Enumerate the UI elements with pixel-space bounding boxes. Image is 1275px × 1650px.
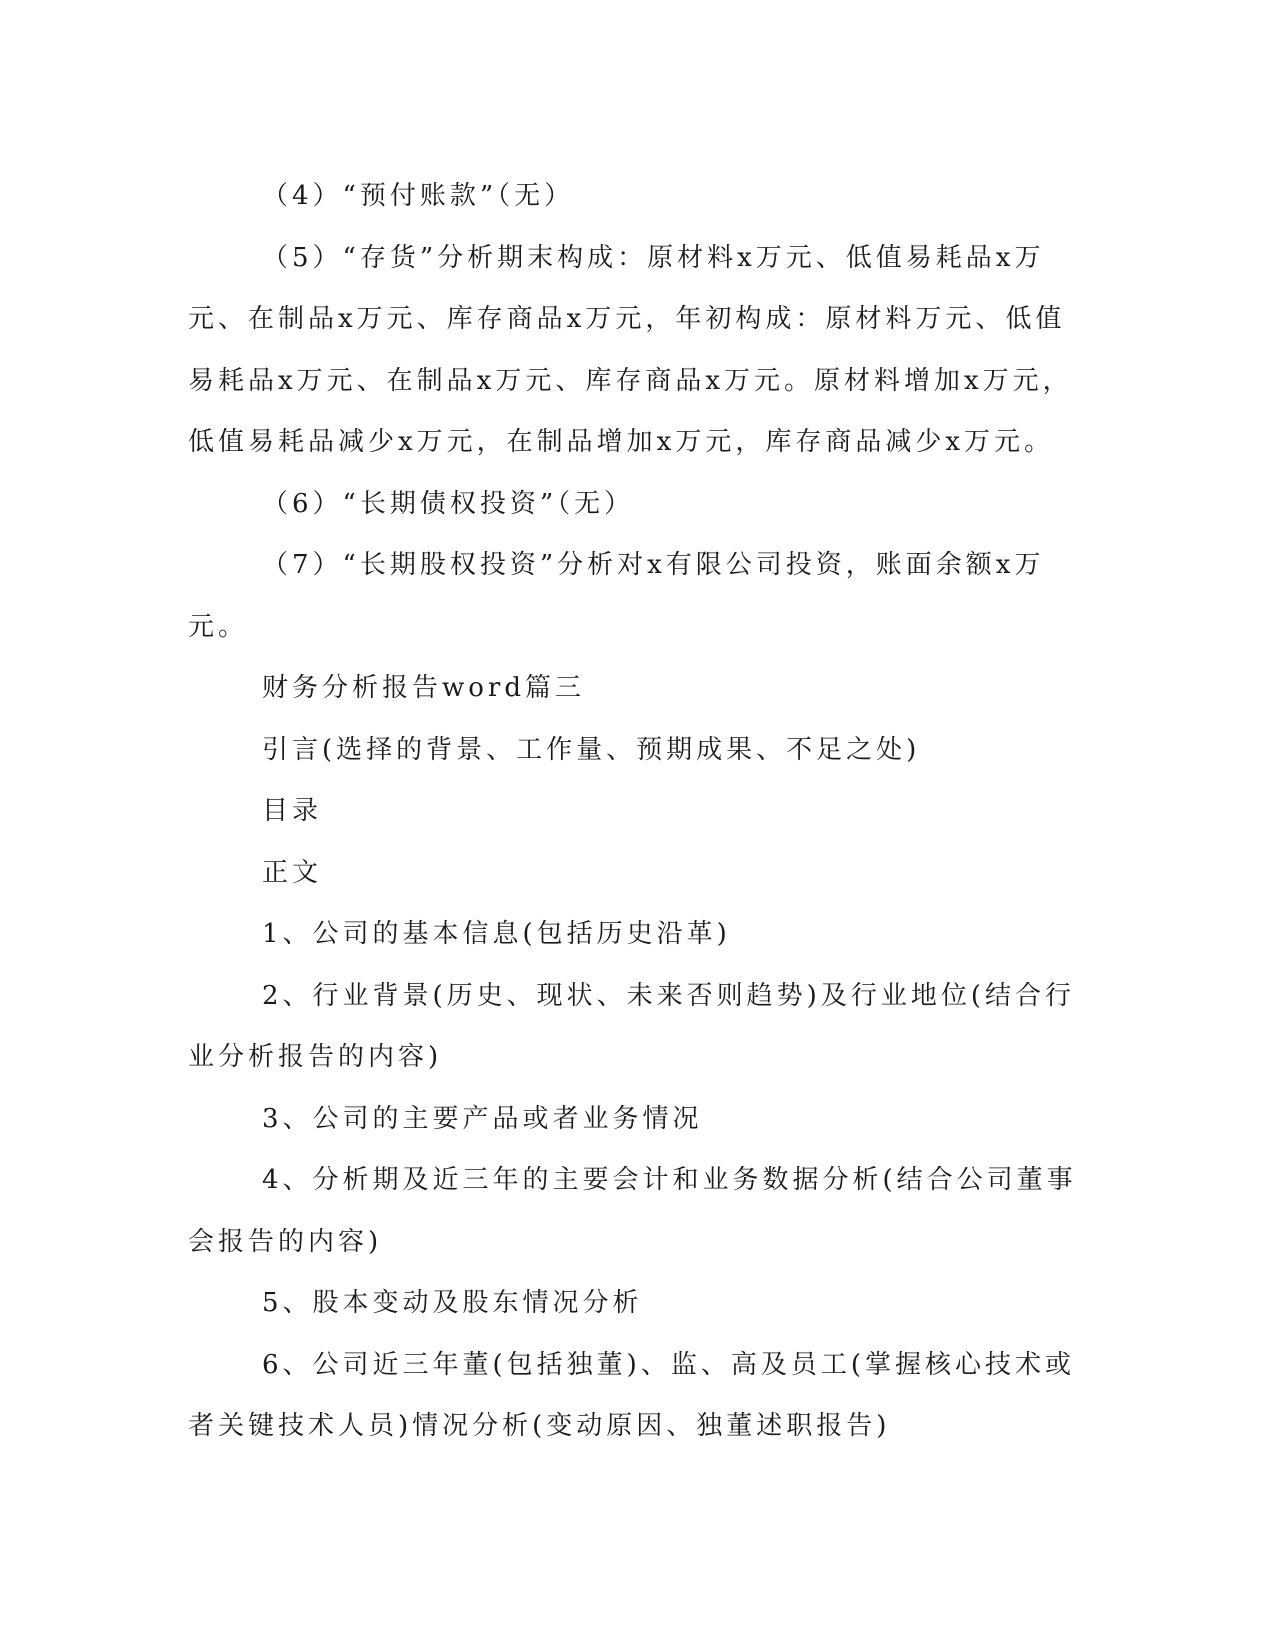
list-item-company-info: 1、公司的基本信息(包括历史沿革) bbox=[262, 919, 731, 949]
list-item-main-products: 3、公司的主要产品或者业务情况 bbox=[262, 1103, 703, 1134]
paragraph-main-text: 正文 bbox=[262, 857, 323, 888]
paragraph-introduction: 引言(选择的背景、工作量、预期成果、不足之处) bbox=[262, 734, 921, 765]
list-item-accounting-data: 4、分析期及近三年的主要会计和业务数据分析(结合公司董事会报告的内容) bbox=[188, 1165, 1077, 1257]
paragraph-table-of-contents: 目录 bbox=[262, 796, 323, 826]
list-item-share-capital: 5、股本变动及股东情况分析 bbox=[262, 1288, 643, 1318]
paragraph-long-term-debt-investment: （6）“长期债权投资”（无） bbox=[262, 488, 635, 519]
list-item-industry-background: 2、行业背景(历史、现状、未来否则趋势)及行业地位(结合行业分析报告的内容) bbox=[188, 980, 1075, 1072]
paragraph-inventory: （5）“存货”分析期末构成：原材料x万元、低值易耗品x万元、在制品x万元、库存商品x万元，年初构成：原材料万元、低值易耗品x万元、在制品x万元、库存商品x万元。原材料增加x万元，低值易耗品减少x万元，在制品增加x万元，库存商品减少x万元。 bbox=[188, 242, 1073, 457]
list-item-directors-staff: 6、公司近三年董(包括独董)、监、高及员工(掌握核心技术或者关键技术人员)情况分析(变动原因、独董述职报告) bbox=[188, 1349, 1075, 1441]
paragraph-prepayments: （4）“预付账款”（无） bbox=[262, 181, 575, 211]
paragraph-long-term-equity-investment: （7）“长期股权投资”分析对x有限公司投资，账面余额x万元。 bbox=[188, 550, 1045, 642]
document-body bbox=[188, 166, 1078, 1458]
section-heading: 财务分析报告word篇三 bbox=[262, 673, 585, 703]
